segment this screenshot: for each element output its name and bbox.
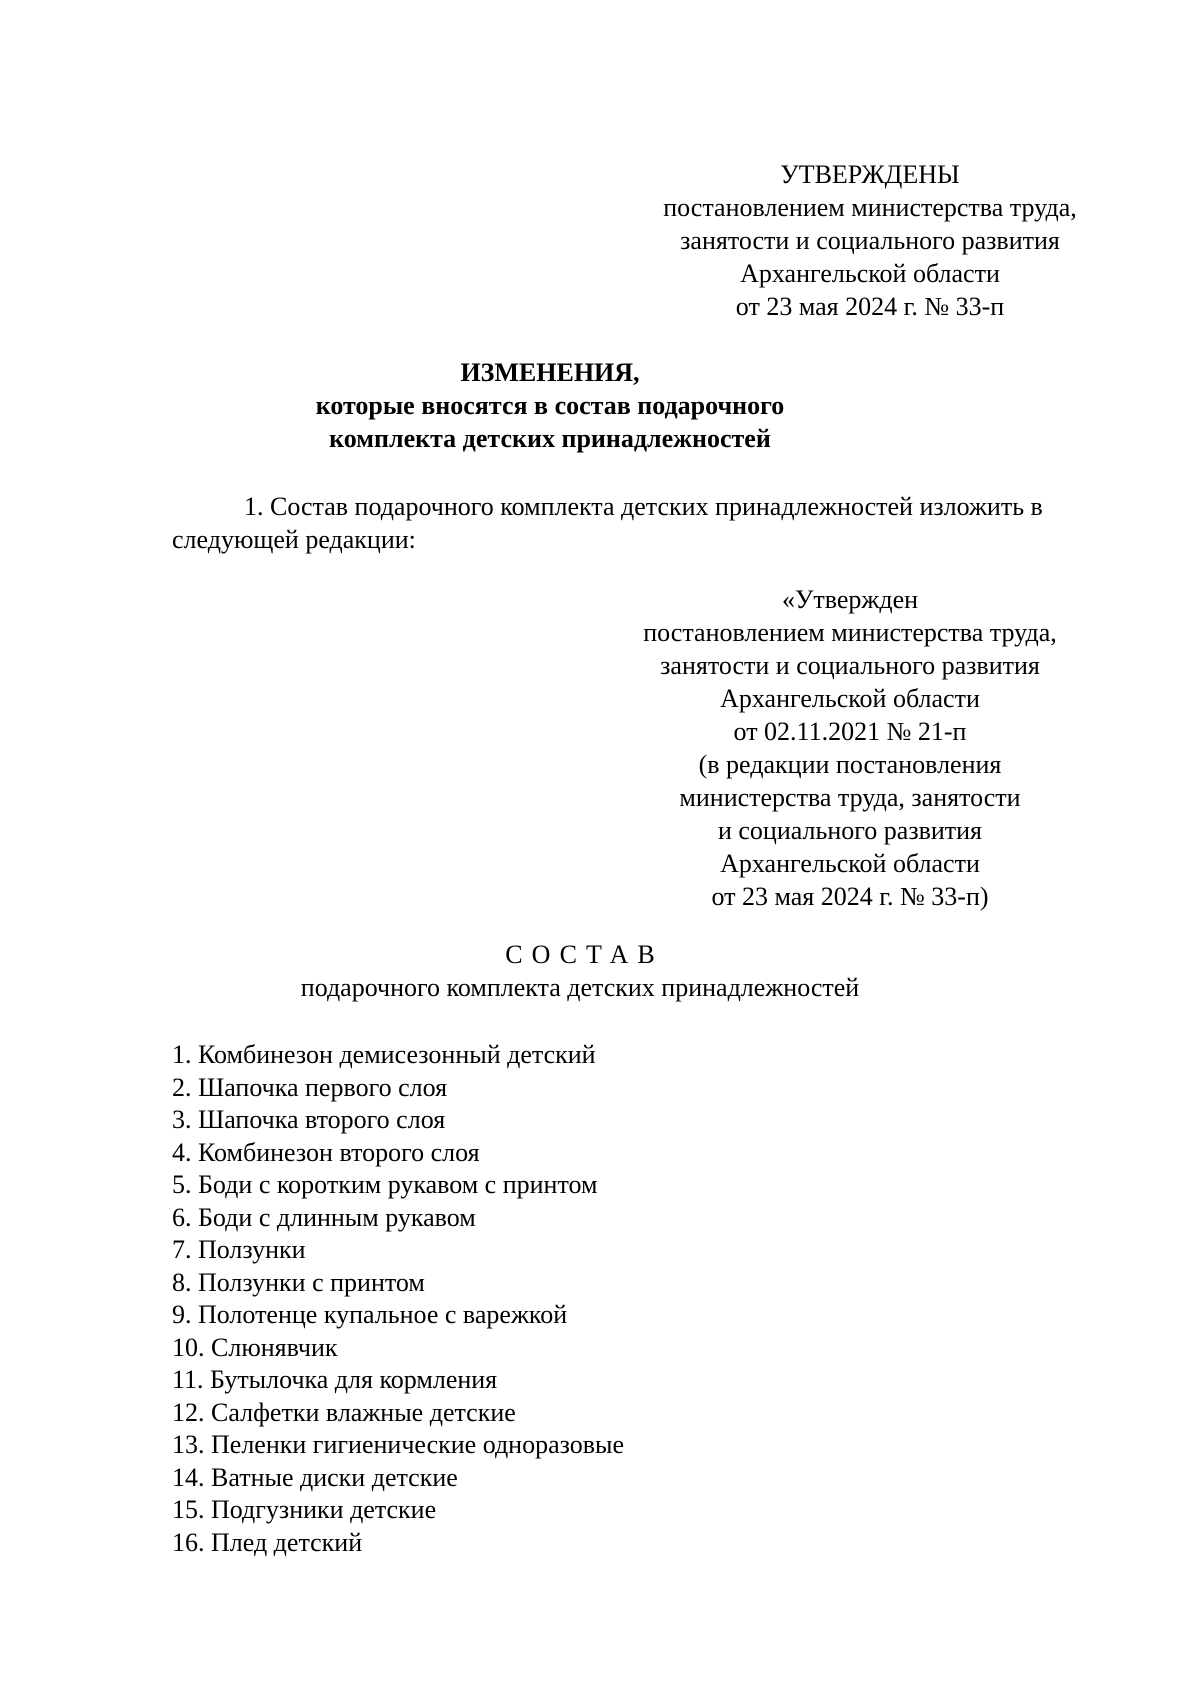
approval-line: Архангельской области [740,259,1000,288]
approval-line: постановлением министерства труда, [663,193,1077,222]
list-item: 11. Бутылочка для кормления [172,1365,498,1394]
composition-heading: СОСТАВ [505,940,664,969]
quote-line: Архангельской области [720,849,980,878]
paragraph-line: следующей редакции: [172,525,416,554]
list-item: 5. Боди с коротким рукавом с принтом [172,1170,598,1199]
title-main: ИЗМЕНЕНИЯ, [460,358,640,387]
list-item: 9. Полотенце купальное с варежкой [172,1300,568,1329]
list-item: 2. Шапочка первого слоя [172,1072,448,1102]
quote-line: постановлением министерства труда, [643,618,1057,647]
list-item: 6. Боди с длинным рукавом [172,1202,476,1232]
list-item: 16. Плед детский [172,1527,363,1557]
list-item: 10. Слюнявчик [172,1332,338,1362]
list-item: 15. Подгузники детские [172,1495,437,1524]
approval-line: занятости и социального развития [680,226,1060,255]
quote-line: и социального развития [717,816,983,845]
document-title [200,356,900,455]
title-subline: которые вносятся в состав подарочного [315,391,785,420]
list-item: 13. Пеленки гигиенические одноразовые [172,1430,625,1459]
quote-line: (в редакции постановления [698,750,1002,779]
approval-stamp [620,158,1120,323]
list-item: 4. Комбинезон второго слоя [172,1137,480,1167]
paragraph-line: 1. Состав подарочного комплекта детских принадлежностей изложить в [244,492,1043,521]
quote-line: Архангельской области [720,684,980,713]
quote-line: от 02.11.2021 № 21-п [733,717,967,746]
quote-line: министерства труда, занятости [679,783,1021,812]
amendment-paragraph [172,490,1132,556]
title-subline: комплекта детских принадлежностей [329,424,771,453]
composition-list [172,1038,624,1558]
quote-line: «Утвержден [781,585,919,614]
list-item: 7. Ползунки [172,1235,306,1264]
list-item: 8. Ползунки с принтом [172,1267,425,1297]
quote-line: от 23 мая 2024 г. № 33-п) [711,882,989,911]
approval-heading: УТВЕРЖДЕНЫ [780,160,960,189]
list-item: 3. Шапочка второго слоя [172,1105,446,1134]
list-item: 1. Комбинезон демисезонный детский [172,1040,596,1069]
approval-date: от 23 мая 2024 г. № 33-п [735,292,1005,321]
list-item: 12. Салфетки влажные детские [172,1397,516,1427]
quoted-approval-stamp [600,583,1100,913]
composition-heading-block [230,938,930,1004]
list-item: 14. Ватные диски детские [172,1462,458,1492]
composition-subheading: подарочного комплекта детских принадлежностей [300,973,860,1002]
quote-line: занятости и социального развития [660,651,1040,680]
